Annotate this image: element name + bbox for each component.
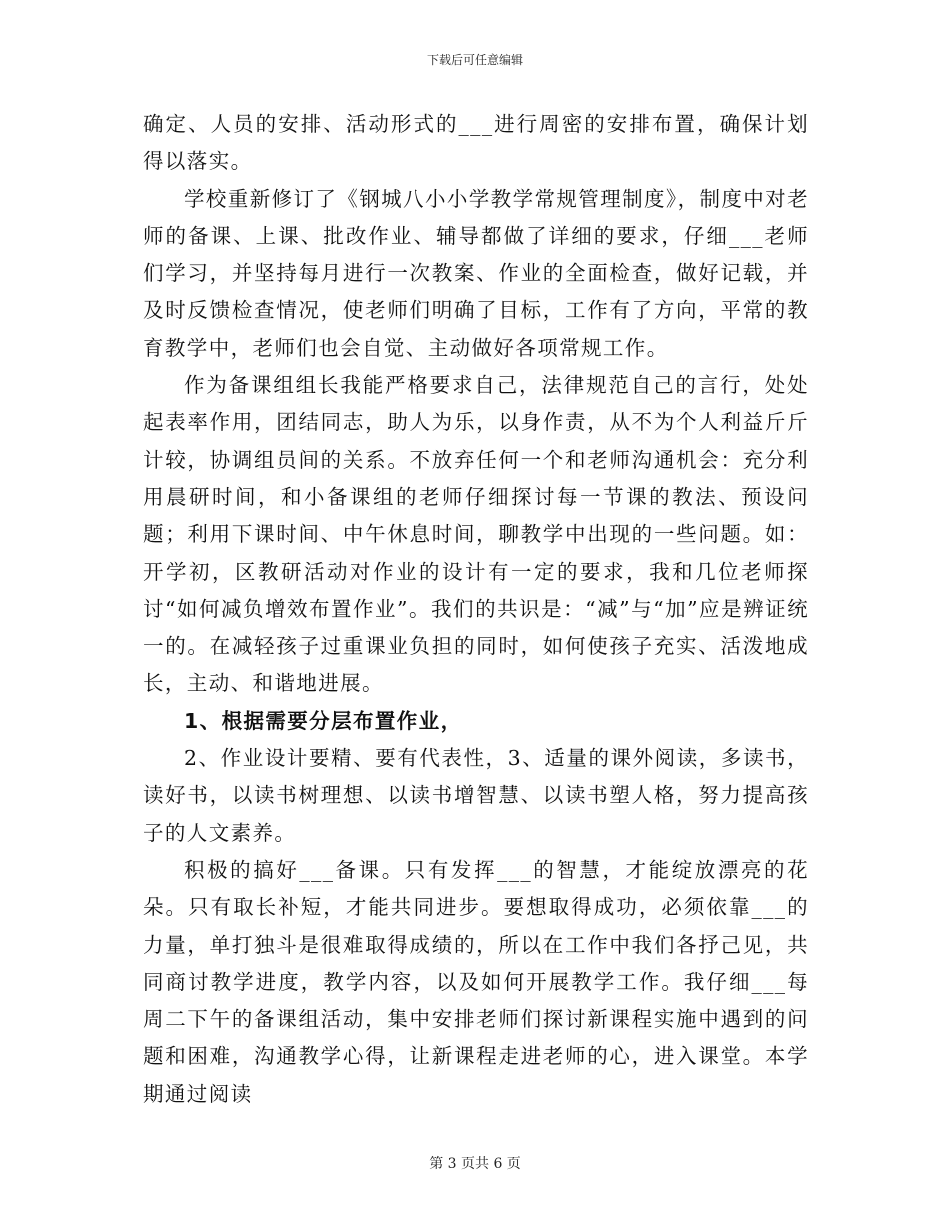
paragraph-teaching-rules: 学校重新修订了《钢城八小小学教学常规管理制度》，制度中对老师的备课、上课、批改作业、辅导都做了详细的要求，仔细___老师们学习，并坚持每月进行一次教案、作业的全面检查，做好记载，并及时反馈检查情况，使老师们明确了目标，工作有了方向，平常的教育教学中，老师们也会自觉、主动做好各项常规工作。 [143, 186, 809, 360]
page-header: 下载后可任意编辑 [426, 53, 523, 67]
paragraph-homework-design: 2、作业设计要精、要有代表性，3、适量的课外阅读，多读书，读好书，以读书树理想、以读书增智慧、以读书塑人格，努力提高孩子的人文素养。 [143, 746, 809, 845]
paragraph-collective-lesson-prep: 积极的搞好___备课。只有发挥___的智慧，才能绽放漂亮的花朵。只有取长补短，才能共同进步。要想取得成功，必须依靠___的力量，单打独斗是很难取得成绩的，所以在工作中我们各抒己见，共同商讨教学进度，教学内容，以及如何开展教学工作。我仔细___每周二下午的备课组活动，集中安排老师们探讨新课程实施中遇到的问题和困难，沟通教学心得，让新课程走进老师的心，进入课堂。本学期通过阅读 [143, 857, 809, 1106]
page-number-footer: 第 3 页共 6 页 [429, 1156, 521, 1172]
paragraph-heading-layered-homework: 1、根据需要分层布置作业， [184, 708, 463, 733]
paragraph-continuation: 确定、人员的安排、活动形式的___进行周密的安排布置，确保计划得以落实。 [143, 112, 809, 174]
paragraph-group-leader: 作为备课组组长我能严格要求自己，法律规范自己的言行，处处起表率作用，团结同志，助人为乐，以身作责，从不为个人利益斤斤计较，协调组员间的关系。不放弃任何一个和老师沟通机会：充分利用晨研时间，和小备课组的老师仔细探讨每一节课的教法、预设问题；利用下课时间、中午休息时间，聊教学中出现的一些问题。如：开学初，区教研活动对作业的设计有一定的要求，我和几位老师探讨“如何减负增效布置作业”。我们的共识是：“减”与“加”应是辨证统一的。在减轻孩子过重课业负担的同时，如何使孩子充实、活泼地成长，主动、和谐地进展。 [143, 373, 809, 696]
document-body [143, 106, 809, 1113]
